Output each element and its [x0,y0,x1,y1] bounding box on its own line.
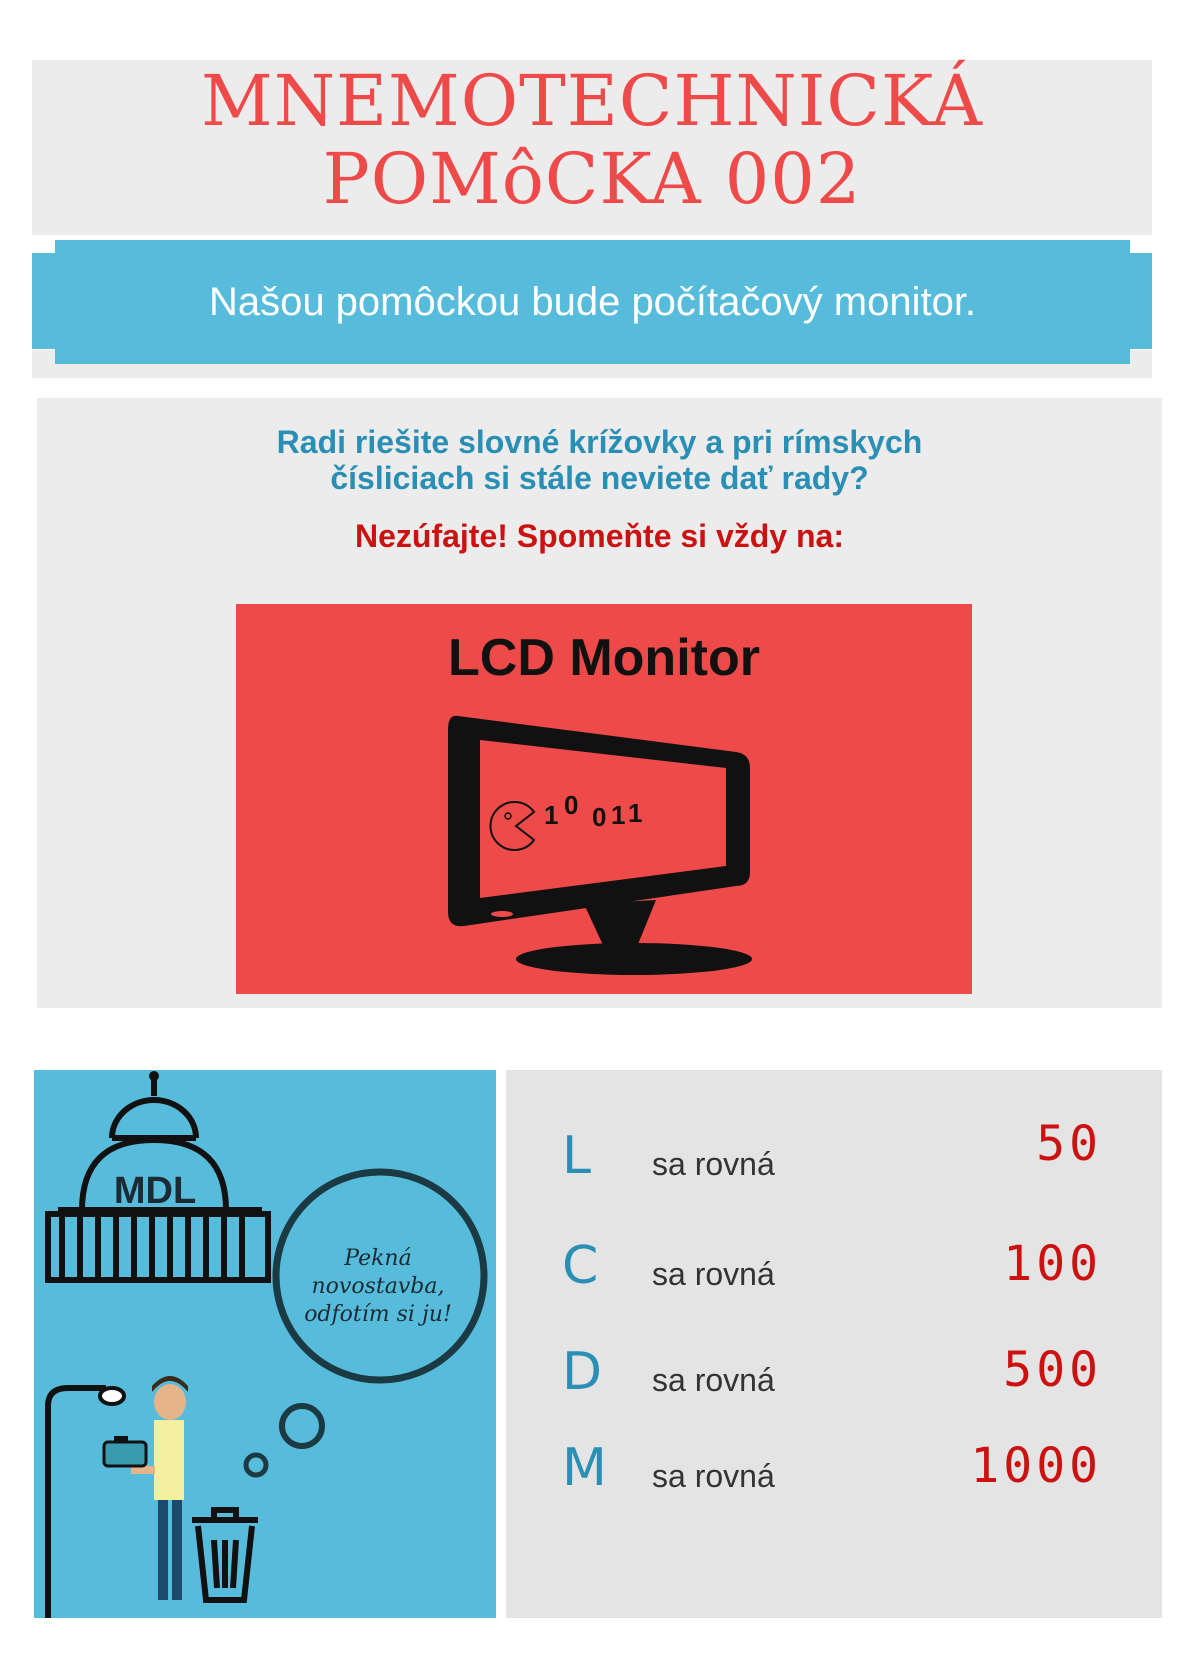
thought-line-1: Pekná [344,1246,412,1271]
page-title [32,62,1152,218]
equals-text: sa rovná [652,1362,775,1398]
monitor-base-icon [516,943,752,975]
equals-text: sa rovná [652,1146,775,1182]
thought-text [278,1245,478,1329]
roman-letter: D [562,1342,603,1402]
roman-letter: L [562,1126,591,1186]
subtitle: Našou pomôckou bude počítačový monitor. [208,280,977,324]
screen-digit-2: 0 [564,790,579,820]
roman-value: 50 [1036,1116,1102,1172]
power-led [491,911,513,917]
thought-dot-small-icon [246,1455,266,1475]
building-top-icon [149,1071,159,1081]
intro-question [37,424,1162,496]
roman-letter: M [562,1438,607,1498]
roman-value: 500 [1003,1342,1102,1398]
value-row-l [506,1116,1162,1196]
encourage-text: Nezúfajte! Spomeňte si vždy na: [355,518,844,554]
equals-text: sa rovná [652,1256,775,1292]
lcd-title: LCD Monitor [448,629,760,687]
roman-value: 1000 [970,1438,1102,1494]
building-label: MDL [113,1170,197,1212]
camera-icon [104,1436,146,1466]
monitor-illustration [236,604,972,994]
street-lamp-icon [48,1388,106,1618]
thought-line-3: odfotím si ju! [304,1302,452,1327]
illustration [34,1070,496,1618]
roman-letter: C [562,1236,599,1296]
roman-value: 100 [1003,1236,1102,1292]
screen-digit-5: 1 [628,798,643,828]
title-line-2: POMôCKA 002 [322,138,862,220]
screen-digit-4: 1 [611,800,626,830]
thought-line-2: novostavba, [311,1274,445,1299]
trash-can-icon [192,1510,258,1600]
screen-digit-3: 0 [592,802,607,832]
question-line-1: Radi riešite slovné krížovky a pri rímskych [276,424,923,460]
question-line-2: čísliciach si stále neviete dať rady? [330,460,869,496]
value-row-c [506,1236,1162,1306]
screen-digit-1: 1 [544,800,559,830]
equals-text: sa rovná [652,1458,775,1494]
value-row-m [506,1438,1162,1508]
title-line-1: MNEMOTECHNICKÁ [201,60,983,142]
person-icon [131,1376,188,1600]
thought-dot-large-icon [282,1406,322,1446]
value-row-d [506,1342,1162,1412]
